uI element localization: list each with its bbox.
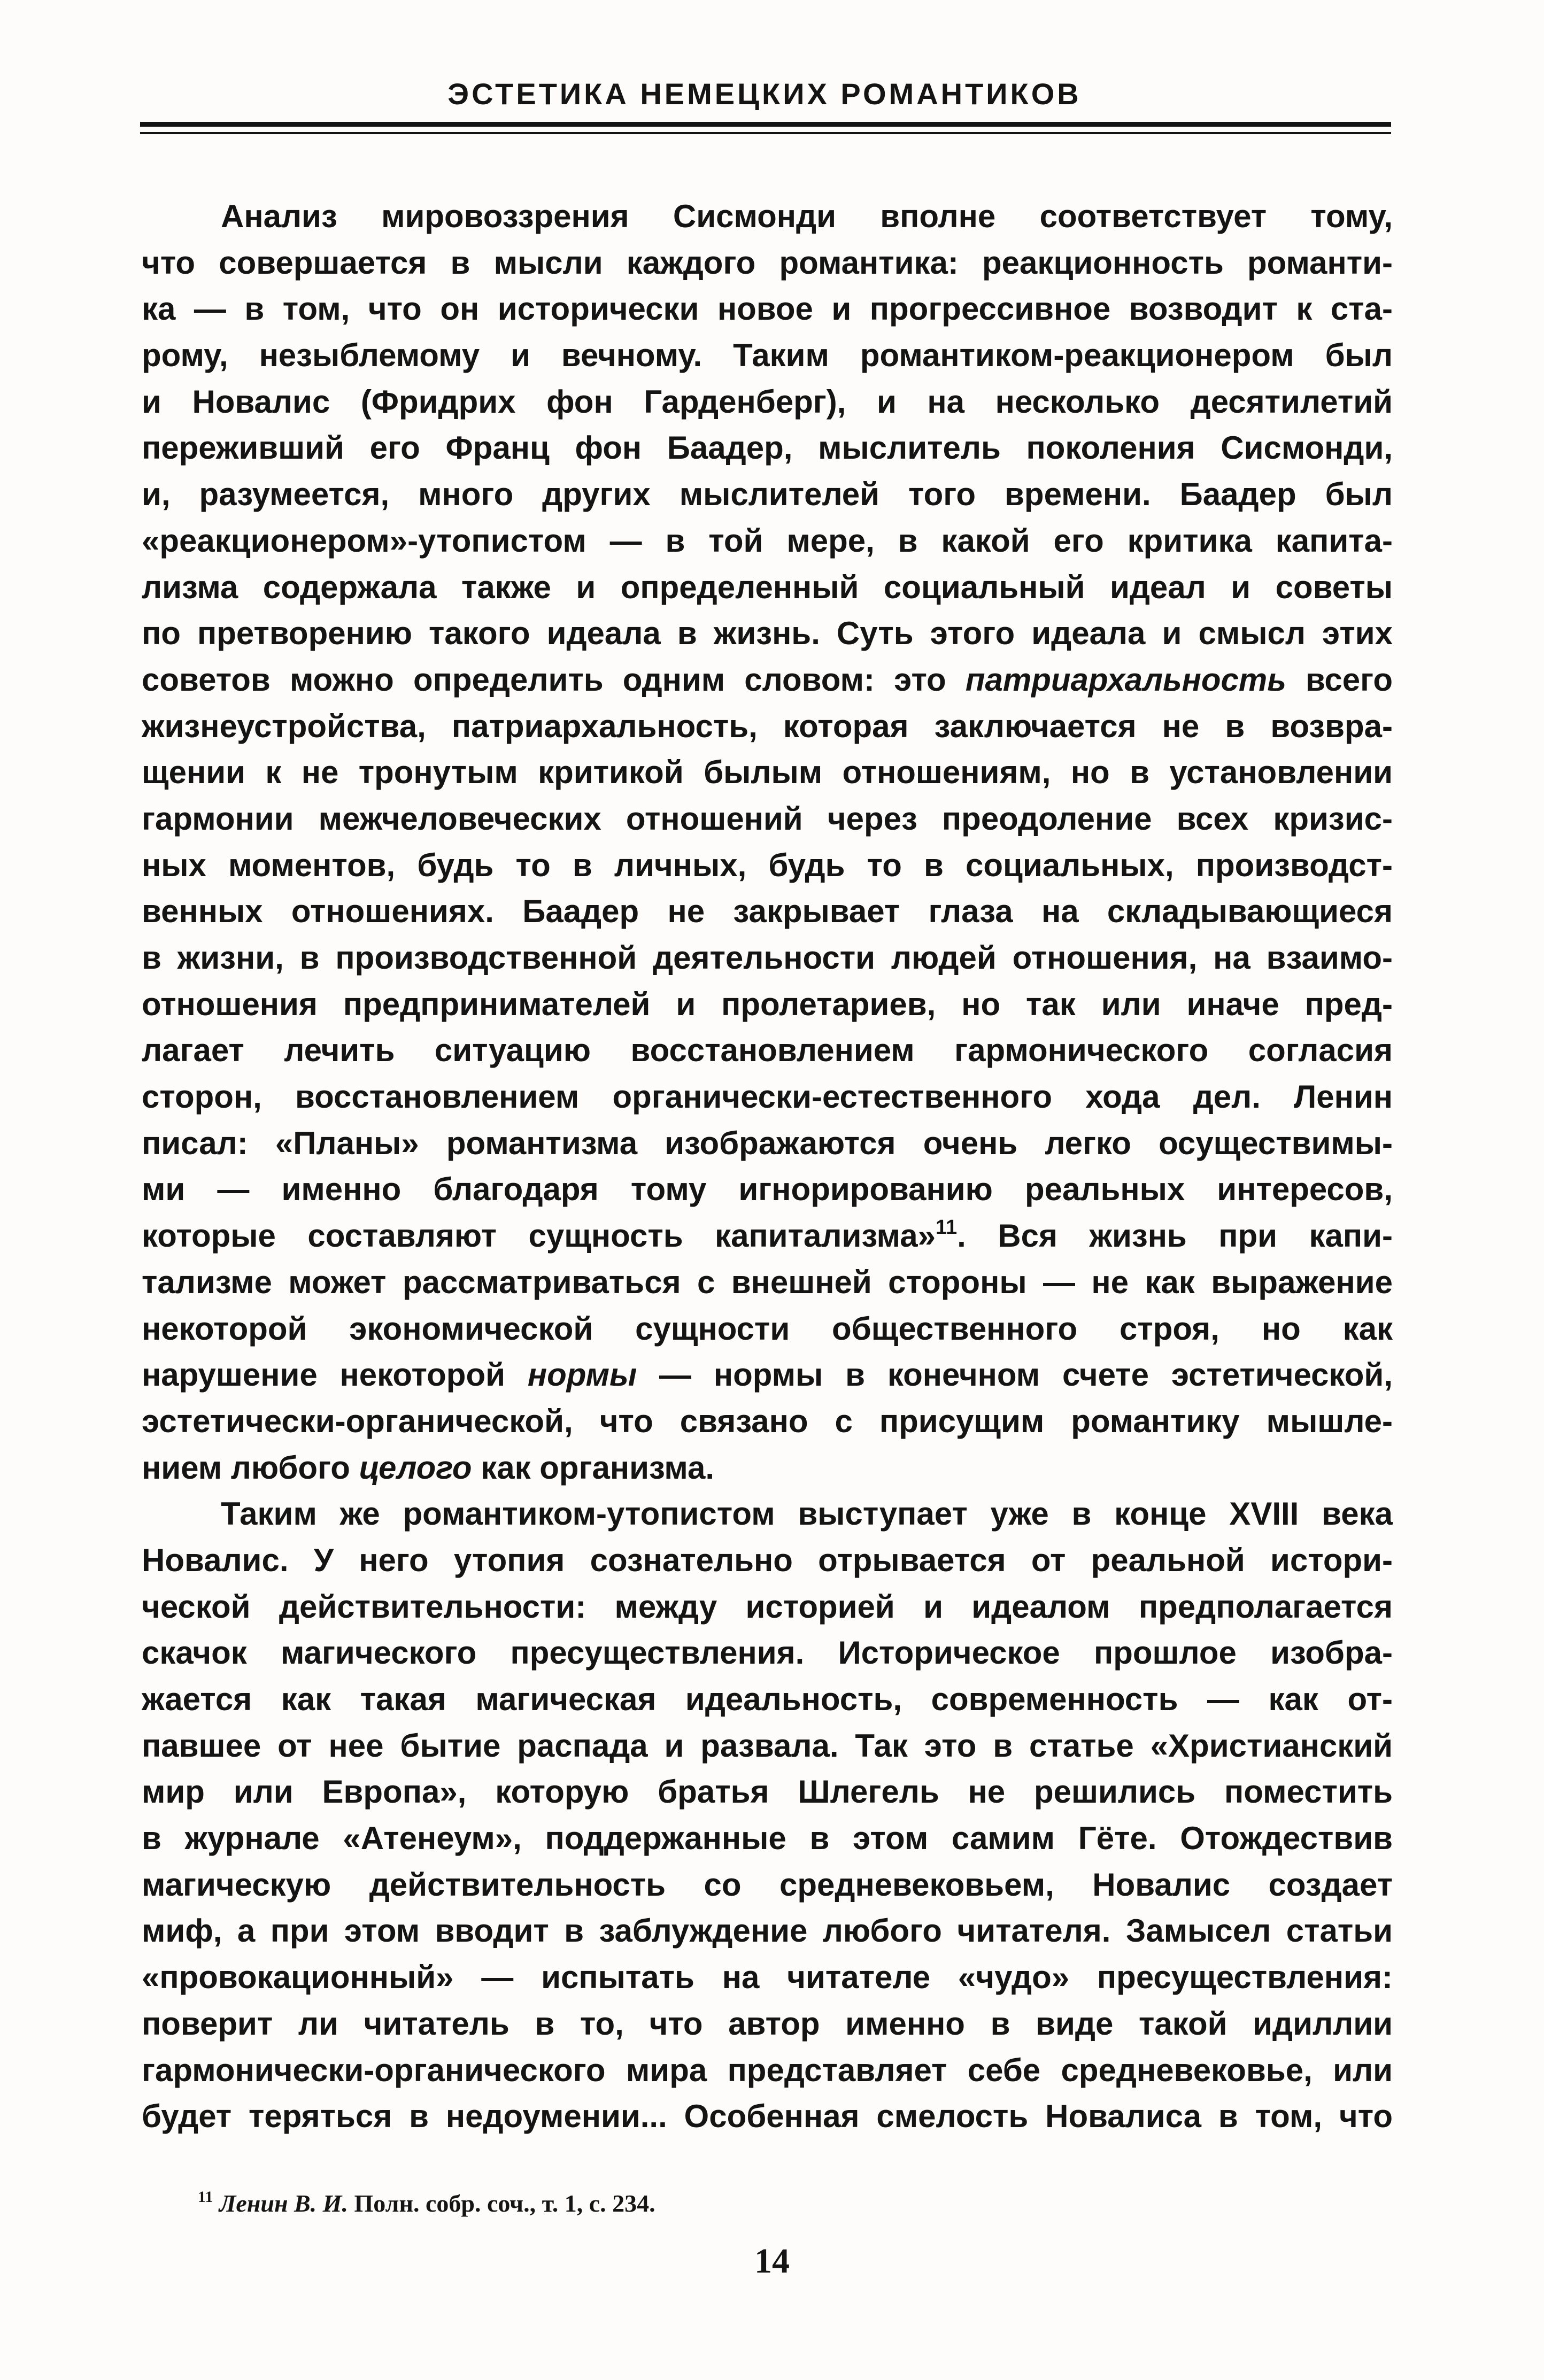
text-line <box>142 1630 1393 1676</box>
text-line <box>142 286 1393 333</box>
text-segment: что совершается в мысли каждого романтика: реакционность романти- <box>142 244 1393 281</box>
text-segment: в журнале «Атенеум», поддержанные в этом самим Гёте. Отождествив <box>142 1820 1393 1857</box>
text-segment: ка — в том, что он исторически новое и прогрессивное возводит к ста- <box>142 291 1393 327</box>
footnote-reference: 11 <box>936 1216 958 1239</box>
text-line <box>142 1954 1393 2001</box>
text-line <box>142 1537 1393 1584</box>
text-line <box>142 1074 1393 1121</box>
text-segment: и, разумеется, много других мыслителей того времени. Баадер был <box>142 476 1393 513</box>
text-line <box>142 935 1393 982</box>
text-line <box>142 1815 1393 1862</box>
text-segment: павшее от нее бытие распада и развала. Так это в статье «Христианский <box>142 1727 1393 1764</box>
text-line <box>142 1676 1393 1723</box>
page-number: 14 <box>754 2242 790 2281</box>
text-segment: жизнеустройства, патриархальность, которая заключается не в возвра- <box>142 708 1393 744</box>
text-line <box>142 1166 1393 1213</box>
text-segment: ческой действительности: между историей и идеалом предполагается <box>142 1588 1393 1625</box>
text-line <box>142 704 1393 750</box>
text-line <box>142 1306 1393 1353</box>
text-segment: по претворению такого идеала в жизнь. Суть этого идеала и смысл этих <box>142 615 1393 652</box>
text-segment: лизма содержала также и определенный социальный идеал и советы <box>142 569 1393 605</box>
text-segment: тализме может рассматриваться с внешней стороны — не как выражение <box>142 1264 1393 1300</box>
text-segment: — нормы в конечном счете эстетической, <box>637 1357 1393 1393</box>
text-line <box>142 888 1393 935</box>
text-line <box>142 657 1393 704</box>
footnote <box>198 2188 1374 2220</box>
main-text <box>142 194 1393 2140</box>
text-line <box>142 1769 1393 1815</box>
text-line <box>142 1723 1393 1769</box>
text-segment: «реакционером»-утопистом — в той мере, в какой его критика капита- <box>142 522 1393 559</box>
text-segment: будет теряться в недоумении... Особенная смелость Новалиса в том, что <box>142 2098 1393 2135</box>
text-segment: переживший его Франц фон Баадер, мыслитель поколения Сисмонди, <box>142 430 1393 466</box>
text-line <box>142 1398 1393 1445</box>
text-segment: магическую действительность со средневековьем, Новалис создает <box>142 1866 1393 1903</box>
text-line <box>142 796 1393 843</box>
text-line <box>142 982 1393 1028</box>
text-segment: «провокационный» — испытать на читателе «чудо» пресуществления: <box>142 1959 1393 1996</box>
text-segment: нарушение некоторой <box>142 1357 528 1393</box>
footnote-text: Полн. собр. соч., т. 1, с. 234. <box>348 2190 655 2217</box>
header-rule-thick <box>140 122 1391 127</box>
text-line <box>142 425 1393 472</box>
text-line <box>142 1491 1393 1537</box>
text-segment: мир или Европа», которую братья Шлегель не решились поместить <box>142 1774 1393 1810</box>
text-line <box>142 749 1393 796</box>
text-segment: в жизни, в производственной деятельности людей отношения, на взаимо- <box>142 940 1393 976</box>
text-segment: советов можно определить одним словом: это <box>142 661 966 698</box>
text-line <box>142 2047 1393 2094</box>
text-line <box>142 1213 1393 1259</box>
text-segment: некоторой экономической сущности общественного строя, но как <box>142 1310 1393 1347</box>
text-segment: Новалис. У него утопия сознательно отрывается от реальной истори- <box>142 1542 1393 1578</box>
text-line <box>142 1862 1393 1908</box>
text-line <box>142 1259 1393 1306</box>
text-line <box>142 240 1393 287</box>
running-title: ЭСТЕТИКА НЕМЕЦКИХ РОМАНТИКОВ <box>447 77 1082 111</box>
text-segment: щении к не тронутым критикой былым отношениям, но в установлении <box>142 754 1393 791</box>
text-segment: эстетически-органической, что связано с присущим романтику мышле- <box>142 1403 1393 1439</box>
text-line <box>142 518 1393 565</box>
text-segment: как организма. <box>472 1449 715 1486</box>
text-segment: сторон, восстановлением органически-естественного хода дел. Ленин <box>142 1079 1393 1115</box>
text-segment: рому, незыблемому и вечному. Таким романтиком-реакционером был <box>142 337 1393 374</box>
text-segment: которые составляют сущность капитализма» <box>142 1218 936 1254</box>
text-segment: Анализ мировоззрения Сисмонди вполне соответствует тому, <box>221 198 1393 234</box>
text-line <box>142 1352 1393 1398</box>
text-line <box>142 1908 1393 1954</box>
text-line <box>142 1584 1393 1631</box>
emphasized-word: патриархальность <box>965 661 1286 698</box>
text-segment: ных моментов, будь то в личных, будь то в социальных, производст- <box>142 847 1393 883</box>
footnote-marker: 11 <box>198 2188 213 2206</box>
text-line <box>142 2001 1393 2047</box>
emphasized-word: нормы <box>527 1357 637 1393</box>
text-segment: миф, а при этом вводит в заблуждение любого читателя. Замысел статьи <box>142 1913 1393 1949</box>
text-line <box>142 2093 1393 2140</box>
text-line <box>142 843 1393 889</box>
text-segment: скачок магического пресуществления. Историческое прошлое изобра- <box>142 1635 1393 1671</box>
text-segment: и Новалис (Фридрих фон Гарденберг), и на несколько десятилетий <box>142 383 1393 420</box>
text-segment: Таким же романтиком-утопистом выступает уже в конце XVIII века <box>221 1496 1393 1532</box>
text-segment: писал: «Планы» романтизма изображаются очень легко осуществимы- <box>142 1125 1393 1161</box>
text-segment: отношения предпринимателей и пролетариев, но так или иначе пред- <box>142 986 1393 1022</box>
header-rule-thin <box>140 132 1391 134</box>
text-segment: жается как такая магическая идеальность, современность — как от- <box>142 1681 1393 1717</box>
text-segment: гармонии межчеловеческих отношений через преодоление всех кризис- <box>142 800 1393 837</box>
text-line <box>142 611 1393 657</box>
text-segment: нием любого <box>142 1449 359 1486</box>
emphasized-word: целого <box>359 1449 472 1486</box>
text-line <box>142 1121 1393 1167</box>
text-segment: гармонически-органического мира представляет себе средневековье, или <box>142 2052 1393 2088</box>
text-line <box>142 565 1393 611</box>
text-line <box>142 472 1393 518</box>
text-line <box>142 379 1393 426</box>
text-line <box>142 1445 1393 1492</box>
text-segment: ми — именно благодаря тому игнорированию реальных интересов, <box>142 1171 1393 1208</box>
text-line <box>142 333 1393 379</box>
text-segment: венных отношениях. Баадер не закрывает глаза на складывающиеся <box>142 893 1393 930</box>
text-segment: поверит ли читатель в то, что автор именно в виде такой идиллии <box>142 2005 1393 2042</box>
text-line <box>142 194 1393 240</box>
footnote-author: Ленин В. И. <box>219 2190 348 2217</box>
text-segment: всего <box>1286 661 1393 698</box>
text-segment: . Вся жизнь при капи- <box>957 1218 1393 1254</box>
text-segment: лагает лечить ситуацию восстановлением гармонического согласия <box>142 1032 1393 1069</box>
text-line <box>142 1027 1393 1074</box>
